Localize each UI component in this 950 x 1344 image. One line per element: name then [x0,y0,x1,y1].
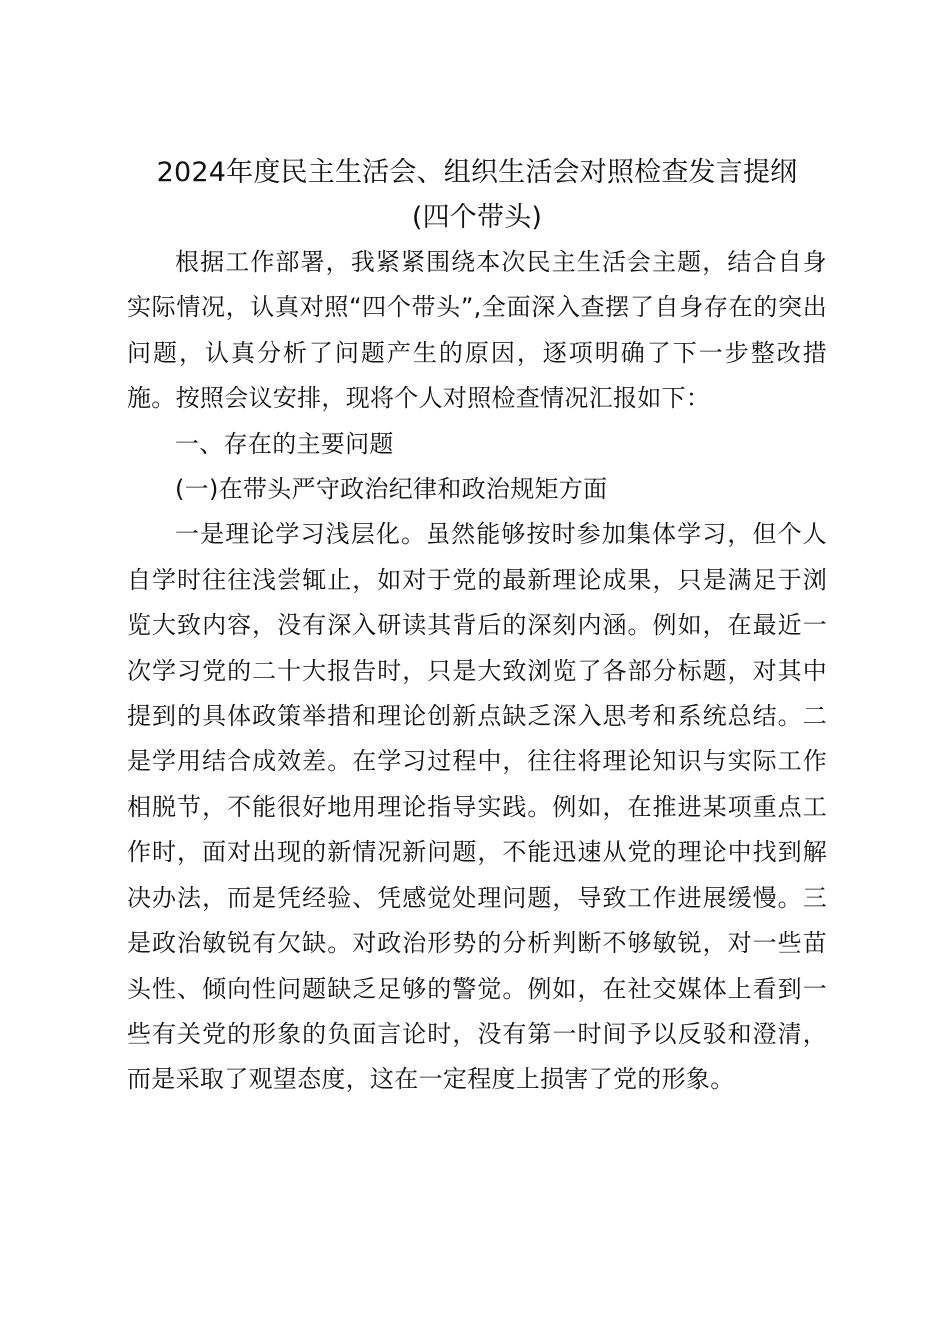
title-line-1: 2024年度民主生活会、组织生活会对照检查发言提纲 [156,157,798,188]
body-paragraph: 一是理论学习浅层化。虽然能够按时参加集体学习，但个人自学时往往浅尝辄止，如对于党的最新理论成果，只是满足于浏览大致内容，没有深入研读其背后的深刻内涵。例如，在最近一次学习党的二十大报告时，只是大致浏览了各部分标题，对其中提到的具体政策举措和理论创新点缺乏深入思考和系统总结。二是学用结合成效差。在学习过程中，往往将理论知识与实际工作相脱节，不能很好地用理论指导实践。例如，在推进某项重点工作时，面对出现的新情况新问题，不能迅速从党的理论中找到解决办法，而是凭经验、凭感觉处理问题，导致工作进展缓慢。三是政治敏锐有欠缺。对政治形势的分析判断不够敏锐，对一些苗头性、倾向性问题缺乏足够的警觉。例如，在社交媒体上看到一些有关党的形象的负面言论时，没有第一时间予以反驳和澄清，而是采取了观望态度，这在一定程度上损害了党的形象。 [127,520,827,1094]
title-line-2: (四个带头) [411,202,543,233]
section-heading: 一、存在的主要问题 [175,429,394,458]
document-content [127,150,827,1103]
intro-paragraph: 根据工作部署，我紧紧围绕本次民主生活会主题，结合自身实际情况，认真对照“四个带头”,全面深入查摆了自身存在的突出问题，认真分析了问题产生的原因，逐项明确了下一步整改措施。按照会议安排，现将个人对照检查情况汇报如下： [127,248,827,413]
document-title [127,150,827,240]
subsection-heading: (一)在带头严守政治纪律和政治规矩方面 [175,475,608,504]
